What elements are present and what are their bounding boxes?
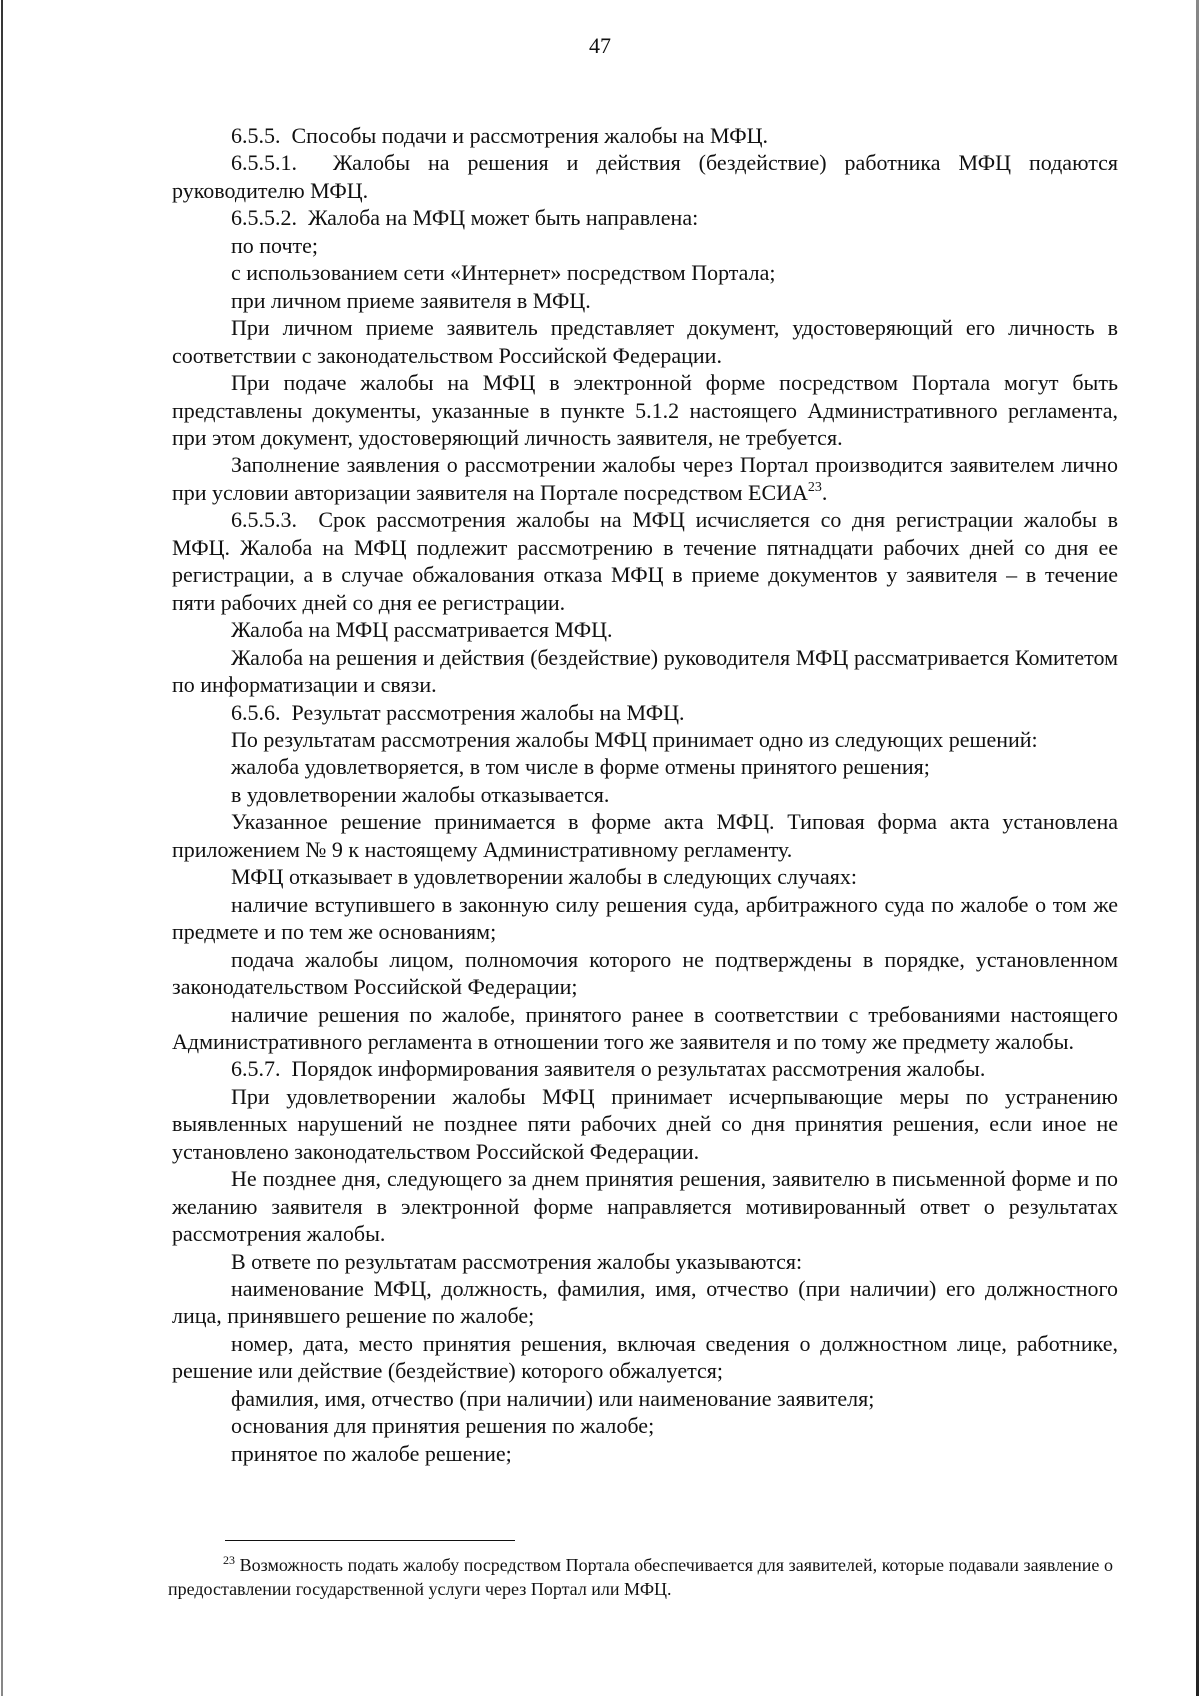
paragraph-6-5-5-heading: 6.5.5. Способы подачи и рассмотрения жалобы на МФЦ. (231, 123, 768, 148)
list-item-in-person: при личном приеме заявителя в МФЦ. (231, 287, 591, 313)
paragraph-refusal-cases-intro: МФЦ отказывает в удовлетворении жалобы в следующих случаях: (231, 864, 858, 890)
paragraph-response-contents-intro: В ответе по результатам рассмотрения жалобы указываются: (231, 1248, 803, 1274)
list-item-decision-grounds: основания для принятия решения по жалобе; (231, 1413, 655, 1439)
esia-paragraph-text: Заполнение заявления о рассмотрении жалобы через Портал производится заявителем лично при условии авторизации заявителя на Портале посредством ЕСИА (172, 452, 1118, 505)
paragraph-6-5-5-1: 6.5.5.1. Жалобы на решения и действия (бездействие) работника МФЦ подаются руководителю МФЦ. (172, 150, 1118, 203)
scan-edge-right (1196, 0, 1199, 1696)
paragraph-considered-by-mfc: Жалоба на МФЦ рассматривается МФЦ. (231, 617, 613, 643)
paragraph-esia-authorization (172, 451, 1118, 506)
list-item-official-name: наименование МФЦ, должность, фамилия, имя, отчество (при наличии) его должностного лица, принявшего решение по жалобе; (172, 1276, 1118, 1329)
list-item-unconfirmed-authority: подача жалобы лицом, полномочия которого не подтверждены в порядке, установленном законодательством Российской Федерации; (172, 946, 1118, 1000)
page-number: 47 (589, 33, 611, 58)
list-item-via-internet: с использованием сети «Интернет» посредством Портала; (231, 260, 776, 286)
paragraph-electronic-submission: При подаче жалобы на МФЦ в электронной форме посредством Портала могут быть представлены документы, указанные в пункте 5.1.2 настоящего Административного регламента, при этом документ, удостоверяющий личность заявителя, не требуется. (172, 370, 1118, 450)
list-item-by-mail: по почте; (231, 232, 319, 258)
paragraph-decisions-intro: По результатам рассмотрения жалобы МФЦ принимает одно из следующих решений: (231, 726, 1038, 752)
scan-edge-left (1, 0, 3, 1696)
paragraph-act-form: Указанное решение принимается в форме акта МФЦ. Типовая форма акта установлена приложением № 9 к настоящему Административному регламенту. (172, 809, 1118, 862)
footnote-marker: 23 (223, 1553, 235, 1567)
paragraph-6-5-6-heading: 6.5.6. Результат рассмотрения жалобы на МФЦ. (231, 699, 685, 725)
list-item-decision-taken: принятое по жалобе решение; (231, 1440, 512, 1466)
paragraph-reasoned-response: Не позднее дня, следующего за днем принятия решения, заявителю в письменной форме и по желанию заявителя в электронной форме направляется мотивированный ответ о результатах рассмотрения жалобы. (172, 1166, 1118, 1247)
paragraph-remedial-measures: При удовлетворении жалобы МФЦ принимает исчерпывающие меры по устранению выявленных нарушений не позднее пяти рабочих дней со дня принятия решения, если иное не установлено законодательством Российской Федерации. (172, 1083, 1118, 1164)
paragraph-6-5-5-2: 6.5.5.2. Жалоба на МФЦ может быть направлена: (231, 205, 699, 231)
footnote-reference: 23 (807, 479, 822, 495)
list-item-court-decision: наличие вступившего в законную силу решения суда, арбитражного суда по жалобе о том же предмете и по тем же основаниям; (172, 891, 1118, 945)
document-body (172, 122, 1118, 1467)
footnote-separator (225, 1540, 515, 1541)
esia-paragraph-end: . (821, 479, 828, 505)
paragraph-identity-document: При личном приеме заявитель представляет документ, удостоверяющий его личность в соответствии с законодательством Российской Федерации. (172, 315, 1118, 368)
list-item-prior-decision: наличие решения по жалобе, принятого ранее в соответствии с требованиями настоящего Административного регламента в отношении того же заявителя и по тому же предмету жалобы. (172, 1001, 1118, 1054)
paragraph-considered-by-committee: Жалоба на решения и действия (бездействие) руководителя МФЦ рассматривается Комитетом по информатизации и связи. (172, 644, 1118, 698)
paragraph-6-5-5-3: 6.5.5.3. Срок рассмотрения жалобы на МФЦ исчисляется со дня регистрации жалобы в МФЦ. Жалоба на МФЦ подлежит рассмотрению в течение пятнадцати рабочих дней со дня ее регистрации, а в случае обжалования отказа МФЦ в приеме документов у заявителя – в течение пяти рабочих дней со дня ее регистрации. (172, 507, 1118, 615)
list-item-complaint-rejected: в удовлетворении жалобы отказывается. (231, 781, 610, 807)
list-item-decision-details: номер, дата, место принятия решения, включая сведения о должностном лице, работнике, решение или действие (бездействие) которого обжалуется; (172, 1330, 1118, 1384)
list-item-applicant-name: фамилия, имя, отчество (при наличии) или наименование заявителя; (231, 1385, 875, 1411)
footnote-text: Возможность подать жалобу посредством Портала обеспечивается для заявителей, которые подавали заявление о предоставлении государственной услуги через Портал или МФЦ. (168, 1555, 1113, 1599)
paragraph-6-5-7-heading: 6.5.7. Порядок информирования заявителя о результатах рассмотрения жалобы. (231, 1056, 986, 1082)
list-item-complaint-satisfied: жалоба удовлетворяется, в том числе в форме отмены принятого решения; (231, 754, 930, 780)
footnote-23 (168, 1553, 1113, 1601)
